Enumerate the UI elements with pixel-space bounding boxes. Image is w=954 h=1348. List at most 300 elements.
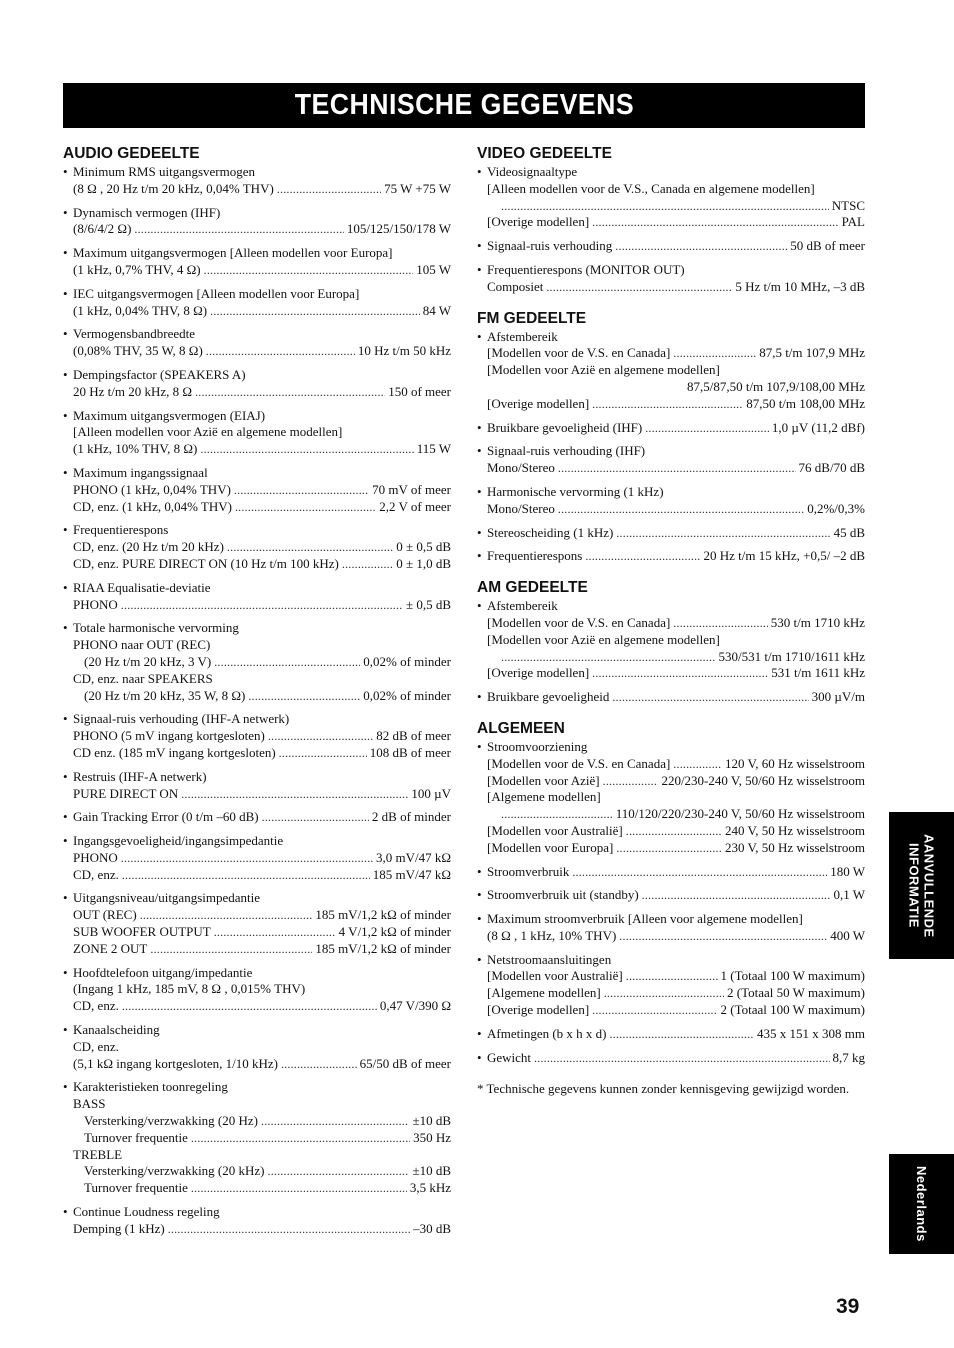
spec-label: Ingangsgevoeligheid/ingangsimpedantie: [73, 833, 284, 849]
spec-item: [63, 286, 451, 320]
spec-label: Bruikbare gevoeligheid: [487, 689, 610, 705]
spec-item: [63, 620, 451, 704]
spec-line: [63, 1022, 451, 1039]
bullet-icon: •: [477, 443, 482, 459]
spec-label: [Modellen voor Azië en algemene modellen]: [487, 631, 720, 647]
bullet-icon: •: [477, 328, 482, 344]
spec-line: [63, 343, 451, 360]
spec-value: 400 W: [830, 927, 865, 943]
spec-value: 84 W: [422, 302, 451, 318]
language-tab-label: Nederlands: [914, 1166, 929, 1242]
spec-line: [477, 460, 865, 477]
dot-leader: [134, 221, 343, 238]
spec-line: [63, 205, 451, 222]
spec-label: Restruis (IHF-A netwerk): [73, 768, 207, 784]
spec-label: [Modellen voor de V.S. en Canada]: [487, 614, 671, 630]
spec-item: [63, 245, 451, 279]
spec-line: [63, 745, 451, 762]
spec-value: 185 mV/1,2 kΩ of minder: [315, 907, 451, 923]
bullet-icon: •: [477, 1049, 482, 1065]
dot-leader: [603, 773, 659, 790]
spec-label: [Algemene modellen]: [487, 985, 601, 1001]
spec-line: [63, 786, 451, 803]
spec-item: [63, 205, 451, 239]
spec-line: [63, 482, 451, 499]
bullet-icon: •: [63, 366, 68, 382]
spec-label: CD, enz.: [73, 1038, 119, 1054]
bullet-icon: •: [477, 548, 482, 564]
spec-value: ±10 dB: [412, 1113, 451, 1129]
dot-leader: [642, 887, 831, 904]
spec-label: [Overige modellen]: [487, 665, 590, 681]
bullet-icon: •: [477, 164, 482, 179]
bullet-icon: •: [477, 951, 482, 967]
spec-label: (1 kHz, 10% THV, 8 Ω): [73, 441, 198, 457]
spec-value: 50 dB of meer: [790, 238, 865, 254]
spec-item: [63, 408, 451, 458]
spec-label: [Algemene modellen]: [487, 789, 601, 805]
spec-item: [477, 1050, 865, 1067]
spec-label: Maximum stroomverbruik [Alleen voor algemene modellen]: [487, 911, 803, 927]
spec-label: (8 Ω , 1 kHz, 10% THV): [487, 927, 617, 943]
spec-value: 105 W: [416, 261, 451, 277]
spec-label: Versterking/verzwakking (20 kHz): [84, 1163, 265, 1179]
section-heading: AM GEDEELTE: [477, 579, 588, 597]
bullet-icon: •: [63, 407, 68, 423]
dot-leader: [558, 460, 796, 477]
spec-line: [477, 279, 865, 296]
bullet-icon: •: [477, 689, 482, 705]
spec-item: [477, 1026, 865, 1043]
spec-label: Mono/Stereo: [487, 460, 555, 476]
spec-label: [Modellen voor Australië]: [487, 822, 623, 838]
bullet-icon: •: [63, 620, 68, 636]
spec-value: 0 ± 0,5 dB: [396, 539, 451, 555]
bullet-icon: •: [63, 833, 68, 849]
dot-leader: [673, 756, 722, 773]
spec-line: [63, 981, 451, 998]
language-tab-nederlands[interactable]: [889, 1154, 954, 1254]
dot-leader: [168, 1221, 410, 1238]
spec-label: [Modellen voor de V.S. en Canada]: [487, 345, 671, 361]
spec-line: [63, 1221, 451, 1238]
spec-item: [477, 443, 865, 477]
bullet-icon: •: [63, 768, 68, 784]
spec-line: [63, 711, 451, 728]
spec-label: PHONO naar OUT (REC): [73, 637, 211, 653]
dot-leader: [616, 840, 722, 857]
dot-leader: [140, 907, 313, 924]
section-heading: VIDEO GEDEELTE: [477, 145, 612, 162]
spec-line: [477, 379, 865, 396]
spec-label: Karakteristieken toonregeling: [73, 1079, 228, 1095]
spec-value: 2 dB of minder: [371, 809, 451, 825]
spec-value: 300 µV/m: [811, 689, 865, 705]
footnote: * Technische gegevens kunnen zonder kennisgeving gewijzigd worden.: [477, 1081, 850, 1097]
spec-line: [63, 326, 451, 343]
spec-value: 45 dB: [833, 524, 865, 540]
spec-item: [477, 952, 865, 1019]
spec-item: [63, 367, 451, 401]
spec-line: [63, 580, 451, 597]
spec-item: [63, 1079, 451, 1197]
spec-value: 230 V, 50 Hz wisselstroom: [725, 839, 865, 855]
spec-line: [63, 539, 451, 556]
spec-label: Versterking/verzwakking (20 Hz): [84, 1113, 258, 1129]
spec-label: Totale harmonische vervorming: [73, 620, 239, 636]
spec-value: 110/120/220/230-240 V, 50/60 Hz wisselstroom: [615, 806, 865, 822]
section-tab-aanvullende-informatie[interactable]: [889, 812, 954, 959]
spec-item: [477, 420, 865, 437]
spec-label: Maximum uitgangsvermogen (EIAJ): [73, 407, 266, 423]
spec-line: [63, 1096, 451, 1113]
dot-leader: [279, 745, 367, 762]
spec-value: –30 dB: [413, 1220, 451, 1236]
spec-section-algemeen: [477, 720, 865, 1067]
spec-line: [477, 262, 865, 279]
bullet-icon: •: [477, 887, 482, 903]
spec-line: [477, 968, 865, 985]
spec-value: 4 V/1,2 kΩ of minder: [338, 924, 451, 940]
spec-line: [63, 522, 451, 539]
spec-item: [63, 580, 451, 614]
dot-leader: [592, 1002, 717, 1019]
dot-leader: [214, 654, 360, 671]
spec-line: [63, 286, 451, 303]
spec-value: 530 t/m 1710 kHz: [770, 614, 865, 630]
dot-leader: [235, 499, 376, 516]
spec-value: 10 Hz t/m 50 kHz: [357, 343, 451, 359]
spec-line: [63, 1147, 451, 1164]
spec-item: [477, 911, 865, 945]
spec-label: Signaal-ruis verhouding (IHF-A netwerk): [73, 711, 290, 727]
spec-line: [63, 941, 451, 958]
spec-value: 82 dB of meer: [376, 728, 451, 744]
spec-line: [477, 840, 865, 857]
spec-line: [63, 965, 451, 982]
spec-label: OUT (REC): [73, 907, 137, 923]
dot-leader: [181, 786, 408, 803]
spec-item: [63, 465, 451, 515]
spec-item: [477, 238, 865, 255]
spec-line: [477, 985, 865, 1002]
spec-value: 530/531 t/m 1710/1611 kHz: [718, 648, 865, 664]
spec-value: 0,47 V/390 Ω: [379, 998, 451, 1014]
page-number: 39: [836, 1295, 860, 1318]
spec-label: TREBLE: [73, 1146, 123, 1162]
spec-line: [477, 806, 865, 823]
spec-label: [Modellen voor de V.S. en Canada]: [487, 755, 671, 771]
bullet-icon: •: [477, 598, 482, 614]
bullet-icon: •: [477, 238, 482, 254]
spec-value: 8,7 kg: [832, 1049, 865, 1065]
spec-value: 120 V, 60 Hz wisselstroom: [725, 755, 865, 771]
spec-item: [63, 522, 451, 572]
dot-leader: [268, 728, 373, 745]
spec-item: [63, 326, 451, 360]
bullet-icon: •: [63, 809, 68, 825]
spec-label: Demping (1 kHz): [73, 1220, 165, 1236]
spec-line: [477, 345, 865, 362]
spec-label: BASS: [73, 1096, 106, 1112]
spec-label: CD, enz. naar SPEAKERS: [73, 670, 213, 686]
spec-line: [477, 615, 865, 632]
bullet-icon: •: [63, 285, 68, 301]
dot-leader: [210, 303, 420, 320]
dot-leader: [261, 1113, 409, 1130]
spec-line: [63, 245, 451, 262]
spec-line: [63, 850, 451, 867]
spec-line: [477, 665, 865, 682]
spec-label: Bruikbare gevoeligheid (IHF): [487, 419, 643, 435]
dot-leader: [206, 343, 355, 360]
spec-line: [477, 396, 865, 413]
spec-line: [63, 303, 451, 320]
spec-label: Stroomverbruik uit (standby): [487, 887, 639, 903]
dot-leader: [268, 1163, 410, 1180]
bullet-icon: •: [63, 245, 68, 261]
spec-value: 87,50 t/m 108,00 MHz: [746, 395, 865, 411]
spec-label: SUB WOOFER OUTPUT: [73, 924, 211, 940]
spec-item: [477, 484, 865, 518]
spec-value: 185 mV/47 kΩ: [372, 866, 451, 882]
spec-section-audio-gedeelte: [63, 145, 451, 1238]
bullet-icon: •: [63, 164, 68, 179]
spec-line: [63, 890, 451, 907]
spec-label: Uitgangsniveau/uitgangsimpedantie: [73, 890, 261, 906]
spec-value: 108 dB of meer: [369, 744, 451, 760]
spec-value: 2,2 V of meer: [379, 498, 451, 514]
spec-line: [477, 739, 865, 756]
spec-item: [477, 887, 865, 904]
spec-line: [63, 441, 451, 458]
dot-leader: [604, 985, 724, 1002]
spec-label: (5,1 kΩ ingang kortgesloten, 1/10 kHz): [73, 1055, 278, 1071]
spec-line: [477, 689, 865, 706]
spec-line: [477, 864, 865, 881]
spec-value: 1,0 µV (11,2 dBf): [771, 419, 865, 435]
spec-label: Frequentierespons (MONITOR OUT): [487, 261, 685, 277]
spec-value: 70 mV of meer: [372, 481, 451, 497]
spec-item: [477, 164, 865, 231]
spec-line: [477, 773, 865, 790]
spec-line: [477, 823, 865, 840]
dot-leader: [204, 262, 414, 279]
spec-line: [63, 867, 451, 884]
spec-line: [477, 928, 865, 945]
spec-line: [477, 632, 865, 649]
spec-section-video-gedeelte: [477, 145, 865, 296]
spec-label: Videosignaaltype: [487, 164, 578, 179]
section-heading: AUDIO GEDEELTE: [63, 145, 200, 162]
spec-label: PURE DIRECT ON: [73, 785, 179, 801]
dot-leader: [585, 548, 700, 565]
spec-label: [Alleen modellen voor de V.S., Canada en algemene modellen]: [487, 180, 815, 196]
spec-line: [477, 887, 865, 904]
dot-leader: [248, 688, 360, 705]
dot-leader: [592, 214, 838, 231]
dot-leader: [122, 998, 377, 1015]
spec-label: Netstroomaansluitingen: [487, 951, 612, 967]
spec-line: [63, 465, 451, 482]
spec-line: [63, 1079, 451, 1096]
spec-label: [Overige modellen]: [487, 395, 590, 411]
bullet-icon: •: [477, 738, 482, 754]
spec-value: 2 (Totaal 50 W maximum): [727, 985, 865, 1001]
spec-label: PHONO (1 kHz, 0,04% THV): [73, 481, 231, 497]
spec-value: 531 t/m 1611 kHz: [771, 665, 865, 681]
spec-line: [63, 833, 451, 850]
spec-line: [63, 1204, 451, 1221]
spec-value: 240 V, 50 Hz wisselstroom: [725, 822, 865, 838]
spec-value: 3,0 mV/47 kΩ: [375, 849, 451, 865]
spec-item: [63, 833, 451, 883]
page-title-banner: [63, 83, 865, 128]
spec-label: Frequentierespons: [73, 522, 169, 538]
spec-label: CD, enz. PURE DIRECT ON (10 Hz t/m 100 kHz): [73, 555, 339, 571]
spec-line: [63, 1113, 451, 1130]
spec-label: Minimum RMS uitgangsvermogen: [73, 164, 255, 179]
spec-line: [63, 637, 451, 654]
dot-leader: [200, 441, 413, 458]
bullet-icon: •: [477, 524, 482, 540]
bullet-icon: •: [477, 261, 482, 277]
spec-value: 105/125/150/178 W: [346, 221, 451, 237]
dot-leader: [615, 238, 787, 255]
spec-label: Afmetingen (b x h x d): [487, 1025, 607, 1041]
spec-label: IEC uitgangsvermogen [Alleen modellen voor Europa]: [73, 285, 360, 301]
spec-label: Stereoscheiding (1 kHz): [487, 524, 614, 540]
bullet-icon: •: [63, 326, 68, 342]
spec-line: [63, 809, 451, 826]
spec-label: (0,08% THV, 35 W, 8 Ω): [73, 343, 203, 359]
spec-line: [63, 728, 451, 745]
spec-value: 3,5 kHz: [409, 1180, 451, 1196]
spec-line: [63, 998, 451, 1015]
spec-line: [63, 384, 451, 401]
bullet-icon: •: [63, 522, 68, 538]
spec-line: [477, 1050, 865, 1067]
bullet-icon: •: [477, 911, 482, 927]
dot-leader: [122, 867, 370, 884]
spec-label: Afstembereik: [487, 328, 558, 344]
spec-value: 0,02% of minder: [363, 687, 451, 703]
spec-value: 5 Hz t/m 10 MHz, –3 dB: [735, 278, 865, 294]
spec-label: CD, enz. (1 kHz, 0,04% THV): [73, 498, 232, 514]
spec-line: [63, 688, 451, 705]
spec-label: Gewicht: [487, 1049, 532, 1065]
bullet-icon: •: [477, 863, 482, 879]
spec-label: Gain Tracking Error (0 t/m –60 dB): [73, 809, 259, 825]
dot-leader: [645, 420, 769, 437]
dot-leader: [610, 1026, 755, 1043]
spec-label: PHONO: [73, 849, 118, 865]
spec-item: [477, 548, 865, 565]
bullet-icon: •: [63, 1079, 68, 1095]
spec-label: Dynamisch vermogen (IHF): [73, 204, 221, 220]
spec-value: 0,1 W: [833, 887, 865, 903]
spec-value: 87,5 t/m 107,9 MHz: [759, 345, 865, 361]
spec-line: [477, 525, 865, 542]
spec-line: [477, 1002, 865, 1019]
section-tab-label: AANVULLENDE INFORMATIE: [906, 833, 937, 938]
spec-label: Continue Loudness regeling: [73, 1204, 220, 1220]
spec-line: [63, 924, 451, 941]
spec-label: Turnover frequentie: [84, 1180, 188, 1196]
spec-label: Mono/Stereo: [487, 500, 555, 516]
bullet-icon: •: [63, 1022, 68, 1038]
dot-leader: [673, 345, 756, 362]
spec-line: [477, 443, 865, 460]
dot-leader: [626, 823, 722, 840]
dot-leader: [612, 689, 808, 706]
spec-line: [63, 620, 451, 637]
spec-line: [63, 262, 451, 279]
spec-item: [477, 689, 865, 706]
spec-label: Kanaalscheiding: [73, 1022, 160, 1038]
spec-value: 220/230-240 V, 50/60 Hz wisselstroom: [661, 772, 865, 788]
spec-label: 20 Hz t/m 20 kHz, 8 Ω: [73, 383, 193, 399]
spec-line: [477, 198, 865, 215]
spec-item: [63, 890, 451, 957]
spec-line: [63, 556, 451, 573]
spec-item: [477, 864, 865, 881]
spec-value: 76 dB/70 dB: [798, 460, 865, 476]
spec-label: Dempingsfactor (SPEAKERS A): [73, 366, 246, 382]
spec-line: [63, 181, 451, 198]
spec-label: RIAA Equalisatie-deviatie: [73, 579, 211, 595]
spec-label: Vermogensbandbreedte: [73, 326, 196, 342]
spec-label: Hoofdtelefoon uitgang/impedantie: [73, 964, 253, 980]
spec-label: [Modellen voor Azië en algemene modellen]: [487, 362, 720, 378]
right-column: [477, 145, 865, 1097]
spec-label: (20 Hz t/m 20 kHz, 3 V): [84, 653, 212, 669]
spec-item: [63, 769, 451, 803]
spec-line: [63, 164, 451, 181]
dot-leader: [546, 279, 732, 296]
dot-leader: [592, 396, 743, 413]
spec-line: [63, 671, 451, 688]
spec-line: [477, 214, 865, 231]
spec-line: [63, 1163, 451, 1180]
spec-line: [63, 1039, 451, 1056]
spec-line: [477, 181, 865, 198]
page-title: TECHNISCHE GEGEVENS: [294, 89, 634, 121]
spec-label: Stroomverbruik: [487, 863, 570, 879]
spec-label: [Overige modellen]: [487, 214, 590, 230]
spec-line: [63, 769, 451, 786]
dot-leader: [195, 384, 385, 401]
spec-label: [Modellen voor Australië]: [487, 968, 623, 984]
spec-section-am-gedeelte: [477, 579, 865, 706]
spec-value: 65/50 dB of meer: [359, 1055, 451, 1071]
spec-label: CD, enz.: [73, 866, 119, 882]
dot-leader: [150, 941, 312, 958]
spec-value: 100 µV: [411, 785, 451, 801]
dot-leader: [121, 597, 403, 614]
dot-leader: [342, 556, 393, 573]
spec-label: Stroomvoorziening: [487, 738, 588, 754]
spec-value: 150 of meer: [388, 383, 451, 399]
spec-label: PHONO: [73, 596, 118, 612]
spec-line: [477, 911, 865, 928]
spec-item: [63, 711, 451, 761]
spec-line: [477, 548, 865, 565]
spec-line: [63, 907, 451, 924]
spec-value: 435 x 151 x 308 mm: [757, 1025, 865, 1041]
dot-leader: [616, 525, 830, 542]
spec-label: (1 kHz, 0,04% THV, 8 Ω): [73, 302, 208, 318]
